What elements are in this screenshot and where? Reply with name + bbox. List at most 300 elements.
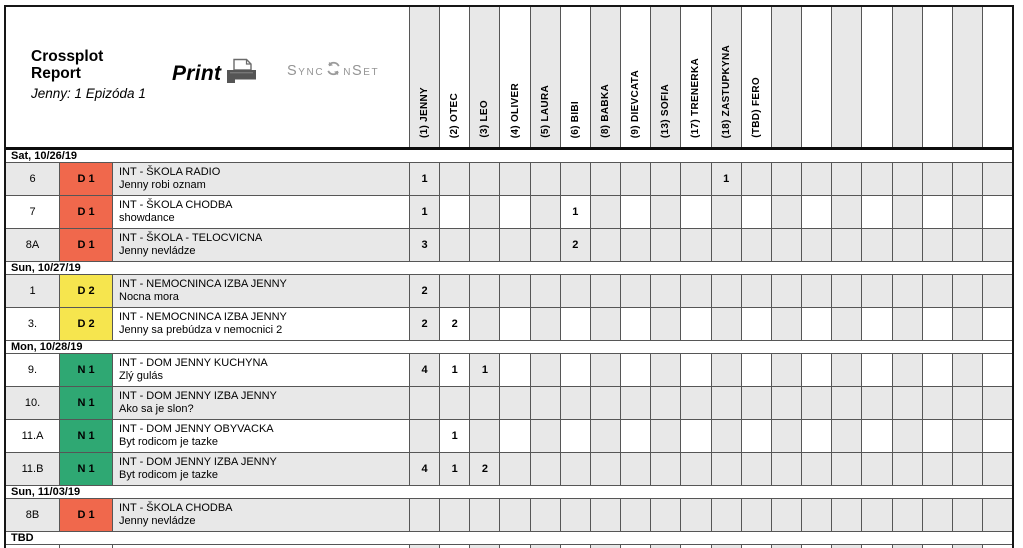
scene-set-name: INT - ŠKOLA RADIO — [119, 165, 221, 178]
date-section-header: Sun, 11/03/19 — [6, 486, 1012, 499]
crossplot-cell — [832, 275, 862, 307]
crossplot-cell — [440, 196, 470, 228]
crossplot-cell — [651, 453, 681, 485]
crossplot-cell — [802, 387, 832, 419]
character-column-header — [561, 7, 591, 147]
crossplot-cell — [531, 420, 561, 452]
crossplot-cell — [832, 420, 862, 452]
empty-column-header — [923, 7, 953, 147]
crossplot-cell — [561, 499, 591, 531]
scene-set-name: INT - ŠKOLA CHODBA — [119, 501, 233, 514]
crossplot-cell — [893, 196, 923, 228]
scene-description-cell — [113, 499, 410, 531]
crossplot-cell: 4 — [410, 354, 440, 386]
day-night-badge: N 1 — [60, 420, 113, 452]
crossplot-cell — [621, 275, 651, 307]
crossplot-cell: 3 — [410, 229, 440, 261]
crossplot-cell — [651, 387, 681, 419]
crossplot-cell — [772, 453, 802, 485]
crossplot-cell — [742, 453, 772, 485]
scene-description-cell — [113, 308, 410, 340]
crossplot-cell — [953, 499, 983, 531]
crossplot-cell — [983, 420, 1012, 452]
crossplot-cell: 1 — [410, 163, 440, 195]
scene-action: Nocna mora — [119, 291, 179, 303]
crossplot-cell — [802, 275, 832, 307]
scene-number-cell: 11.A — [6, 420, 60, 452]
crossplot-cell — [742, 387, 772, 419]
scene-description-cell — [113, 387, 410, 419]
scene-number-cell: 8A — [6, 229, 60, 261]
crossplot-cell — [531, 453, 561, 485]
crossplot-cell — [470, 229, 500, 261]
crossplot-cell — [772, 420, 802, 452]
crossplot-cell — [681, 499, 711, 531]
crossplot-cell — [742, 229, 772, 261]
crossplot-cell — [621, 308, 651, 340]
crossplot-cell — [832, 453, 862, 485]
crossplot-cell — [621, 163, 651, 195]
crossplot-cell — [772, 354, 802, 386]
crossplot-cell — [531, 275, 561, 307]
character-column-header — [531, 7, 561, 147]
crossplot-cell — [621, 387, 651, 419]
scene-row — [6, 420, 1012, 453]
print-button-label: Print — [172, 62, 222, 85]
crossplot-cell — [832, 163, 862, 195]
crossplot-cell — [983, 354, 1012, 386]
crossplot-cell — [983, 387, 1012, 419]
crossplot-cell — [712, 387, 742, 419]
empty-column-header — [862, 7, 892, 147]
scene-values — [410, 196, 1012, 228]
crossplot-cell — [591, 275, 621, 307]
empty-column-header — [832, 7, 862, 147]
scene-number-cell: 9. — [6, 354, 60, 386]
crossplot-cell — [893, 354, 923, 386]
crossplot-cell — [531, 499, 561, 531]
crossplot-cell — [591, 499, 621, 531]
crossplot-cell — [531, 163, 561, 195]
crossplot-cell — [621, 354, 651, 386]
crossplot-cell — [893, 229, 923, 261]
crossplot-cell — [500, 387, 530, 419]
character-column-label: (18) ZASTUPKYNA — [720, 44, 732, 138]
day-night-badge: D 1 — [60, 499, 113, 531]
crossplot-cell — [681, 275, 711, 307]
date-section-header: TBD — [6, 532, 1012, 545]
character-column-label: (17) TRENERKA — [690, 57, 702, 138]
character-column-header — [651, 7, 681, 147]
scene-number-cell: 6 — [6, 163, 60, 195]
sync-circle-icon — [324, 60, 343, 82]
crossplot-cell — [953, 163, 983, 195]
crossplot-cell: 1 — [470, 354, 500, 386]
crossplot-cell — [651, 229, 681, 261]
crossplot-table — [4, 5, 1014, 548]
empty-column-header — [893, 7, 923, 147]
printer-icon — [226, 58, 257, 90]
table-body — [6, 150, 1012, 548]
crossplot-cell — [591, 420, 621, 452]
crossplot-cell — [440, 163, 470, 195]
crossplot-cell — [621, 499, 651, 531]
crossplot-cell — [712, 453, 742, 485]
crossplot-cell — [772, 275, 802, 307]
crossplot-cell — [772, 163, 802, 195]
scene-description-cell — [113, 420, 410, 452]
day-night-badge: D 2 — [60, 275, 113, 307]
crossplot-cell: 4 — [410, 453, 440, 485]
crossplot-cell — [621, 420, 651, 452]
crossplot-cell: 2 — [470, 453, 500, 485]
scene-action: showdance — [119, 212, 175, 224]
crossplot-cell — [681, 196, 711, 228]
crossplot-cell — [862, 275, 892, 307]
crossplot-cell: 2 — [410, 308, 440, 340]
logo-text-after: nSet — [343, 63, 380, 79]
crossplot-cell — [500, 499, 530, 531]
crossplot-cell — [983, 196, 1012, 228]
crossplot-cell: 1 — [440, 453, 470, 485]
crossplot-cell: 1 — [712, 163, 742, 195]
crossplot-cell — [681, 308, 711, 340]
day-night-badge: N 1 — [60, 387, 113, 419]
crossplot-cell: 1 — [410, 196, 440, 228]
crossplot-cell — [410, 420, 440, 452]
character-column-label: (1) JENNY — [419, 86, 431, 138]
crossplot-cell — [742, 499, 772, 531]
crossplot-cell — [802, 420, 832, 452]
scene-values — [410, 453, 1012, 485]
character-column-header — [440, 7, 470, 147]
crossplot-cell — [500, 453, 530, 485]
crossplot-cell: 1 — [561, 196, 591, 228]
crossplot-cell — [681, 229, 711, 261]
crossplot-cell — [802, 196, 832, 228]
scene-row — [6, 499, 1012, 532]
crossplot-cell — [561, 163, 591, 195]
crossplot-cell — [440, 275, 470, 307]
scene-row — [6, 229, 1012, 262]
crossplot-cell — [893, 420, 923, 452]
crossplot-cell — [651, 163, 681, 195]
crossplot-cell — [893, 275, 923, 307]
scene-number-cell: 10. — [6, 387, 60, 419]
crossplot-cell — [983, 275, 1012, 307]
crossplot-cell — [893, 453, 923, 485]
scene-set-name: INT - DOM JENNY IZBA JENNY — [119, 455, 277, 468]
crossplot-cell — [742, 163, 772, 195]
crossplot-cell — [832, 308, 862, 340]
scene-number-cell: 8B — [6, 499, 60, 531]
crossplot-cell — [953, 420, 983, 452]
scene-row — [6, 354, 1012, 387]
crossplot-cell — [681, 420, 711, 452]
scene-description-cell — [113, 163, 410, 195]
crossplot-cell — [500, 196, 530, 228]
scene-set-name: INT - NEMOCNINCA IZBA JENNY — [119, 310, 287, 323]
crossplot-cell — [862, 354, 892, 386]
crossplot-cell — [923, 420, 953, 452]
crossplot-cell — [621, 453, 651, 485]
scene-action: Jenny sa prebúdza v nemocnici 2 — [119, 324, 283, 336]
crossplot-cell — [742, 308, 772, 340]
scene-number-cell: 7 — [6, 196, 60, 228]
scene-set-name: INT - ŠKOLA CHODBA — [119, 198, 233, 211]
day-night-badge: N 1 — [60, 354, 113, 386]
crossplot-cell — [410, 499, 440, 531]
scene-row — [6, 163, 1012, 196]
logo-text-before: Sync — [287, 63, 325, 79]
crossplot-cell — [440, 387, 470, 419]
crossplot-cell — [923, 308, 953, 340]
crossplot-cell — [953, 308, 983, 340]
day-night-badge: D 1 — [60, 163, 113, 195]
crossplot-cell — [802, 453, 832, 485]
crossplot-cell — [802, 163, 832, 195]
scene-action: Byt rodicom je tazke — [119, 436, 219, 448]
crossplot-cell — [712, 196, 742, 228]
scene-description-cell — [113, 275, 410, 307]
crossplot-cell — [712, 308, 742, 340]
crossplot-cell — [893, 308, 923, 340]
crossplot-cell — [983, 308, 1012, 340]
page-title: Crossplot Report — [31, 48, 104, 82]
crossplot-cell — [802, 499, 832, 531]
crossplot-cell — [440, 499, 470, 531]
scene-row — [6, 308, 1012, 341]
scene-number-cell: 1 — [6, 275, 60, 307]
crossplot-cell — [862, 196, 892, 228]
character-column-label: (3) LEO — [479, 100, 491, 138]
scene-set-name: INT - ŠKOLA - TELOCVICNA — [119, 231, 263, 244]
crossplot-cell — [742, 354, 772, 386]
crossplot-cell — [923, 196, 953, 228]
table-header-row — [6, 7, 1012, 150]
crossplot-cell — [893, 499, 923, 531]
crossplot-cell — [561, 387, 591, 419]
scene-set-name: INT - DOM JENNY KUCHYNA — [119, 356, 268, 369]
crossplot-cell — [802, 308, 832, 340]
crossplot-cell — [470, 420, 500, 452]
crossplot-cell — [591, 453, 621, 485]
day-night-badge: N 1 — [60, 453, 113, 485]
crossplot-cell — [591, 196, 621, 228]
crossplot-cell — [500, 229, 530, 261]
scene-values — [410, 163, 1012, 195]
scene-description-cell — [113, 453, 410, 485]
character-column-header — [742, 7, 772, 147]
scene-number-cell: 11.B — [6, 453, 60, 485]
scene-values — [410, 275, 1012, 307]
scene-description-cell — [113, 354, 410, 386]
date-section-header: Sat, 10/26/19 — [6, 150, 1012, 163]
scene-description-cell — [113, 229, 410, 261]
crossplot-cell — [410, 387, 440, 419]
scene-values — [410, 354, 1012, 386]
crossplot-cell — [470, 308, 500, 340]
crossplot-cell — [712, 354, 742, 386]
crossplot-cell — [712, 420, 742, 452]
crossplot-cell — [470, 163, 500, 195]
synconset-logo — [287, 60, 379, 82]
crossplot-cell — [953, 196, 983, 228]
crossplot-cell — [923, 453, 953, 485]
crossplot-cell — [561, 420, 591, 452]
scene-set-name: INT - NEMOCNINCA IZBA JENNY — [119, 277, 287, 290]
crossplot-cell — [862, 308, 892, 340]
crossplot-cell — [651, 354, 681, 386]
crossplot-cell — [591, 163, 621, 195]
crossplot-cell — [923, 499, 953, 531]
scene-action: Jenny nevládze — [119, 245, 196, 257]
crossplot-cell — [983, 453, 1012, 485]
crossplot-cell — [712, 275, 742, 307]
crossplot-cell — [832, 387, 862, 419]
crossplot-cell: 2 — [561, 229, 591, 261]
character-columns-header — [410, 7, 1012, 147]
crossplot-cell — [531, 308, 561, 340]
crossplot-cell — [440, 229, 470, 261]
crossplot-cell: 2 — [410, 275, 440, 307]
crossplot-cell — [681, 453, 711, 485]
crossplot-cell: 1 — [440, 354, 470, 386]
print-button[interactable] — [172, 58, 257, 90]
crossplot-cell — [983, 163, 1012, 195]
crossplot-cell — [953, 229, 983, 261]
crossplot-cell — [862, 499, 892, 531]
crossplot-cell — [681, 163, 711, 195]
crossplot-cell — [862, 453, 892, 485]
crossplot-cell — [531, 354, 561, 386]
scene-row — [6, 275, 1012, 308]
character-column-header — [410, 7, 440, 147]
crossplot-cell — [742, 275, 772, 307]
crossplot-cell — [500, 308, 530, 340]
scene-action: Jenny nevládze — [119, 515, 196, 527]
crossplot-cell — [591, 308, 621, 340]
scene-description-cell — [113, 196, 410, 228]
character-column-header — [712, 7, 742, 147]
crossplot-cell — [591, 354, 621, 386]
day-night-badge: D 1 — [60, 229, 113, 261]
crossplot-cell — [500, 163, 530, 195]
crossplot-cell — [923, 387, 953, 419]
crossplot-cell — [651, 308, 681, 340]
crossplot-cell — [742, 196, 772, 228]
character-column-label: (9) DIEVCATA — [630, 69, 642, 138]
crossplot-cell — [470, 275, 500, 307]
crossplot-cell — [651, 275, 681, 307]
crossplot-cell — [470, 387, 500, 419]
character-column-header — [500, 7, 530, 147]
crossplot-cell — [802, 229, 832, 261]
empty-column-header — [802, 7, 832, 147]
crossplot-cell — [832, 354, 862, 386]
scene-values — [410, 499, 1012, 531]
crossplot-cell — [561, 308, 591, 340]
scene-row — [6, 453, 1012, 486]
crossplot-cell — [681, 387, 711, 419]
crossplot-cell — [862, 229, 892, 261]
title-block — [31, 48, 146, 101]
crossplot-cell — [531, 229, 561, 261]
scene-values — [410, 308, 1012, 340]
empty-column-header — [953, 7, 983, 147]
scene-values — [410, 387, 1012, 419]
crossplot-cell — [772, 499, 802, 531]
report-header — [6, 7, 410, 147]
crossplot-cell — [621, 229, 651, 261]
scene-number-cell: 3. — [6, 308, 60, 340]
crossplot-cell: 1 — [440, 420, 470, 452]
scene-values — [410, 420, 1012, 452]
crossplot-cell — [500, 420, 530, 452]
crossplot-cell — [832, 499, 862, 531]
character-column-label: (4) OLIVER — [509, 82, 521, 138]
crossplot-cell — [772, 196, 802, 228]
crossplot-cell — [983, 229, 1012, 261]
crossplot-cell — [561, 275, 591, 307]
crossplot-cell — [561, 354, 591, 386]
character-column-header — [591, 7, 621, 147]
character-column-label: (13) SOFIA — [660, 83, 672, 138]
crossplot-cell — [470, 499, 500, 531]
date-section-header: Mon, 10/28/19 — [6, 341, 1012, 354]
crossplot-cell — [923, 275, 953, 307]
character-column-header — [470, 7, 500, 147]
date-section-header: Sun, 10/27/19 — [6, 262, 1012, 275]
crossplot-cell — [862, 387, 892, 419]
day-night-badge: D 2 — [60, 308, 113, 340]
character-column-label: (5) LAURA — [539, 85, 551, 138]
crossplot-cell — [923, 354, 953, 386]
crossplot-cell — [923, 163, 953, 195]
scene-action: Byt rodicom je tazke — [119, 469, 219, 481]
crossplot-cell — [772, 387, 802, 419]
crossplot-cell — [953, 275, 983, 307]
empty-column-header — [983, 7, 1012, 147]
crossplot-cell — [591, 387, 621, 419]
crossplot-cell — [621, 196, 651, 228]
page-subtitle: Jenny: 1 Epizóda 1 — [31, 86, 146, 101]
crossplot-cell — [832, 229, 862, 261]
scene-action: Jenny robi oznam — [119, 179, 206, 191]
scene-set-name: INT - DOM JENNY OBYVACKA — [119, 422, 274, 435]
crossplot-cell — [651, 420, 681, 452]
day-night-badge: D 1 — [60, 196, 113, 228]
crossplot-cell — [531, 387, 561, 419]
scene-set-name: INT - DOM JENNY IZBA JENNY — [119, 389, 277, 402]
scene-values — [410, 229, 1012, 261]
crossplot-cell — [500, 354, 530, 386]
crossplot-cell — [953, 453, 983, 485]
crossplot-cell — [712, 499, 742, 531]
crossplot-cell — [953, 354, 983, 386]
character-column-label: (8) BABKA — [600, 84, 612, 138]
character-column-header — [621, 7, 651, 147]
crossplot-cell — [953, 387, 983, 419]
scene-row — [6, 196, 1012, 229]
character-column-header — [681, 7, 711, 147]
crossplot-cell — [561, 453, 591, 485]
crossplot-cell — [712, 229, 742, 261]
crossplot-cell — [591, 229, 621, 261]
scene-action: Ako sa je slon? — [119, 403, 194, 415]
character-column-label: (TBD) FERO — [750, 77, 762, 138]
crossplot-cell — [772, 229, 802, 261]
